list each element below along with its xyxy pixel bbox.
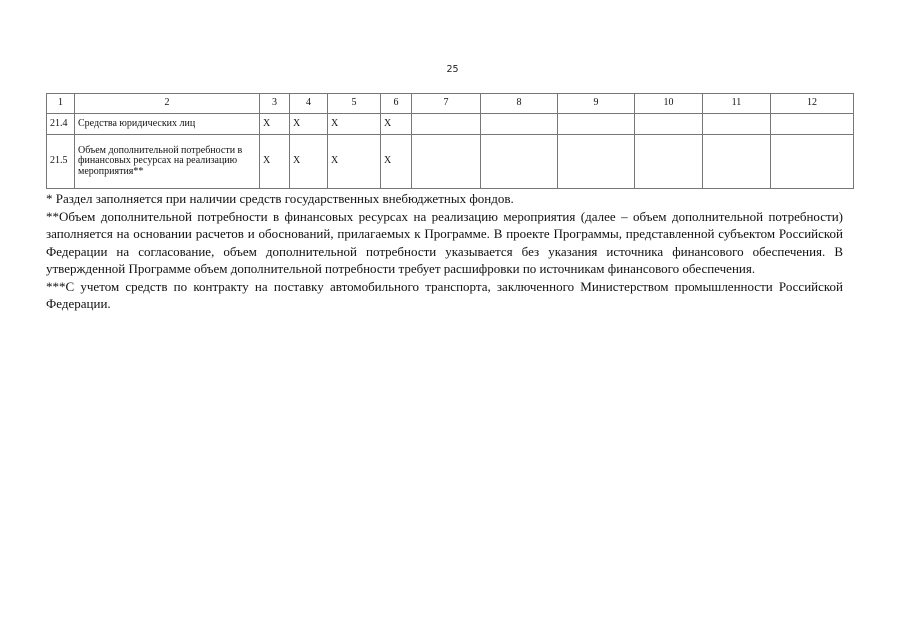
cell: X bbox=[328, 135, 381, 189]
footnote-2: **Объем дополнительной потребности в финансовых ресурсах на реализацию мероприятия (далее – объем дополнительной потребности) заполняется на основании расчетов и обоснований, прилагаемых к Программе. В проекте Программы, представленной субъектом Российской Федерации на согласование, объем дополнительной потребности указывается без указания источника финансового обеспечения. В утвержденной Программе объем дополнительной потребности требует расшифровки по источникам финансового обеспечения. bbox=[46, 208, 843, 276]
table-row bbox=[47, 114, 854, 135]
cell bbox=[703, 135, 771, 189]
financing-table bbox=[46, 93, 854, 189]
cell bbox=[412, 114, 481, 135]
cell: X bbox=[381, 114, 412, 135]
column-header: 7 bbox=[412, 94, 481, 114]
column-header: 2 bbox=[75, 94, 260, 114]
cell bbox=[481, 135, 558, 189]
column-header: 6 bbox=[381, 94, 412, 114]
column-header: 4 bbox=[290, 94, 328, 114]
cell bbox=[771, 135, 854, 189]
cell: X bbox=[290, 135, 328, 189]
row-name: Объем дополнительной потребности в финансовых ресурсах на реализацию мероприятия** bbox=[75, 135, 260, 189]
column-header: 3 bbox=[260, 94, 290, 114]
cell bbox=[635, 114, 703, 135]
footnotes bbox=[46, 190, 843, 313]
table-header-row bbox=[47, 94, 854, 114]
cell: X bbox=[290, 114, 328, 135]
cell: X bbox=[381, 135, 412, 189]
column-header: 12 bbox=[771, 94, 854, 114]
cell bbox=[771, 114, 854, 135]
cell bbox=[558, 135, 635, 189]
row-name: Средства юридических лиц bbox=[75, 114, 260, 135]
column-header: 1 bbox=[47, 94, 75, 114]
row-number: 21.5 bbox=[47, 135, 75, 189]
cell bbox=[635, 135, 703, 189]
column-header: 8 bbox=[481, 94, 558, 114]
column-header: 9 bbox=[558, 94, 635, 114]
cell: X bbox=[260, 135, 290, 189]
cell bbox=[703, 114, 771, 135]
page-number: 25 bbox=[446, 64, 459, 75]
cell bbox=[412, 135, 481, 189]
cell: X bbox=[328, 114, 381, 135]
column-header: 10 bbox=[635, 94, 703, 114]
cell: X bbox=[260, 114, 290, 135]
footnote-3: ***С учетом средств по контракту на поставку автомобильного транспорта, заключенного Министерством промышленности Российской Федерации. bbox=[46, 278, 843, 311]
cell bbox=[558, 114, 635, 135]
table-row bbox=[47, 135, 854, 189]
row-number: 21.4 bbox=[47, 114, 75, 135]
column-header: 5 bbox=[328, 94, 381, 114]
column-header: 11 bbox=[703, 94, 771, 114]
footnote-1: * Раздел заполняется при наличии средств государственных внебюджетных фондов. bbox=[46, 191, 514, 206]
cell bbox=[481, 114, 558, 135]
